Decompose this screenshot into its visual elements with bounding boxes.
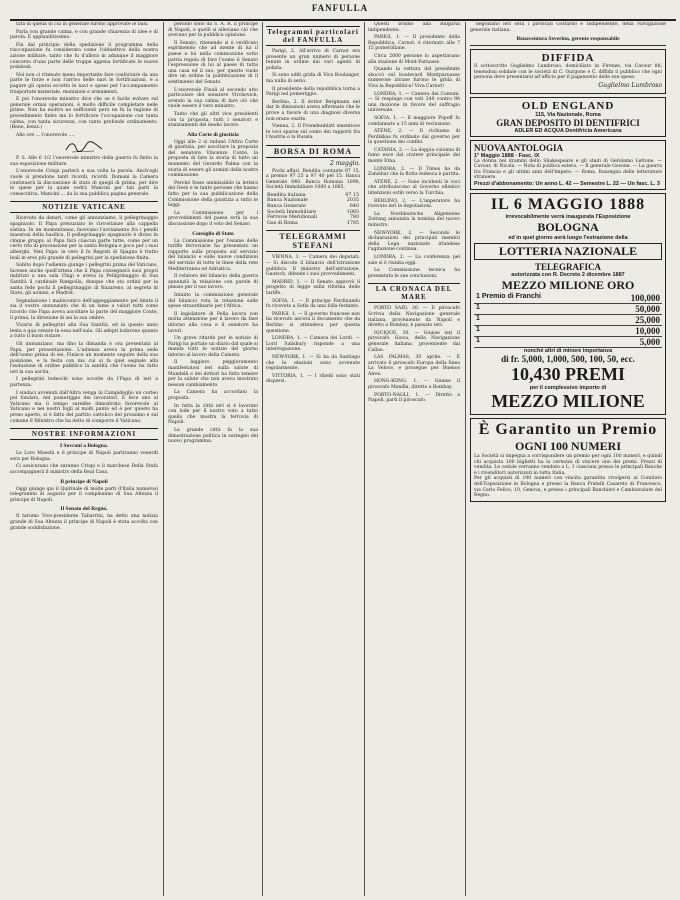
prize-amount: 100,000 [630,292,660,303]
paragraph: ATENE, 2. — Sono incidenti le voci che attribuiscono al Governo ellenico intenzioni ostili verso la Turchia. [368,179,460,197]
ad-text: La donna nei drammi dello Shakespeare e gli studi di Gerolamo Lettone. — Cavour, di Nicola. — Nota di politica estera. — Il generale Govone. — La guerra tra Francia e gli ultimi anni dell'Impero. — Roma. Rassegna delle letterature straniere. [474,158,662,181]
ad-title: NUOVA ANTOLOGIA [474,142,563,153]
ad-title: DIFFIDA [541,52,595,65]
ad-text: Il sottoscritto Guglielmo Lumbroso, domiciliato in Firenze, via Cavour 88, tenendosi solidale con le società di C. Gurgone e C. diffida il pubblico che ogni persona deve presentarsi all'ufficio per il pagamento delle sue spese. [474,64,662,81]
gerente-line: Bonaventura Severino, gerente responsabile [516,36,620,43]
prize-row [474,304,662,315]
ad-text: La Società si impegna a corrispondere un premio per ogni 100 numeri, e quindi chi acquista 100 biglietti ha la certezza di vincere uno dei premi. Prezzi di vendita. Le cedole verranno vendute a L. 1 ciascuna presso le principali Banche e i rivenditori autorizzati in tutta Italia. [474,453,662,476]
ad-lotteria [470,193,666,415]
paragraph: E poi l'onorevole ministro dice che se è facile evitare sul generale ormai operazioni, è molto difficile completare nelle prime. Non ha inoltre ne sufficienti però ne fu la ragione di precedimento finite ma lo fortificare l'occupazione con tanta calma, con tanta sicurezza, con tanto profondo ordinamento. (Bene, benis.) [10,97,158,131]
prize-label: 1 [476,303,480,311]
paragraph: I pellegrini tedeschi sono accolte da l'Papa di ieri a partenza. [10,377,158,389]
paragraph: PARIGI, 1. — Il presidente della Repubblica, Carnot, è ritornato alle 7 15 pomeridiane. [368,35,460,52]
paragraph: NEW-YORK, 2. — Secondo le dichiarazioni dei principali membri della Lega nazionale irlandese l'agitazione continua. [368,230,460,253]
prize-amount: 50,000 [635,303,660,314]
paragraph: SOFIA, 1. — Il maggiore Popoff fu condannato a 15 anni di reclusione. [368,115,460,127]
paragraph: BERLINO, 2. — L'imperatore ha ricevuto ieri le deputazioni. [368,198,460,210]
paragraph: IQUIQUE, 30. — Giunse ieri il piroscafo Gioca, della Navigazione generale italiana, proveniente dal Callao. [368,330,460,353]
paragraph: negoziano ieri sera i piroscafi Gottardo e Indipendente, della Navigazione generale italiana. [470,22,666,33]
ad-nuova-antologia [470,140,666,190]
prize-amount: 10,000 [635,325,660,336]
paragraph: Gli annunziano, ma fino la dimanda è ora presentata al Papa, per presentazione. L'udienza aveva la prima sede dell'uomo prima di sei. Finisce un momento seguire della sua posizione, e la festa con ma cui si fa quel segnale alla risoluzione di ordine pubblico la santità che l'uomo ha fatto ieri la sua uscita. [10,341,158,375]
paragraph: Parla con grande calma, e con grande chiarezza di idee e di parola. È applauditissimo. [10,29,158,41]
paragraph: Il tarumo Vice-presidente Tabarrini, ha detto una notizia grande di Sua Altezza il principe di Napoli è stata accolta con grande soddisfazione. [10,514,158,531]
paragraph: Un grave ritardo per le notizie di Parigi ha portato un diario dal quale si manda tutti le notizie del giorno intorno al lavoro della Camera. [168,336,258,358]
paragraph: PARIGI, 1. — Il governo francese non ha ricevuto ancora il documento che da Berlino si attendeva per questa questione. [266,311,360,334]
paragraph: L'onorevole Finali al secondo atto particolare del senatore Virchovich, avendo la sua calma di fare ciò che vuole essere il vero ministro. [168,87,258,110]
table-cell: 1785 [346,220,359,226]
paragraph: MADRID, 1. — Il Senato approvò il progetto di legge sulla riforma delle tariffe. [266,279,360,296]
bourse-table [266,193,360,227]
ad-line: nonché altri di minore importanza [523,347,613,354]
ad-text: Per gli acquisti di 100 numeri con vincita garantita rivolgersi al Comitato dell'Esposizione in Bologna e presso la Banca Fratelli Casareto di Francesco, via Carlo Felice, 10, Genova, e presso i principali Banchieri e Cambiavalute del Regno. [474,476,662,499]
paragraph: VITTORIA, 1. — I ribelli sono stati dispersi. [266,373,360,385]
bourse-date: 2 maggio. [329,159,360,167]
paragraph: PORTO SAID, 30. — Il piroscafo Scrivia della Navigazione generale italiana, proveniente da Napoli e diretto a Bombay, è passato ieri. [368,306,460,329]
ad-date-headline: IL 6 MAGGIO 1888 [490,195,646,213]
paragraph: Oggi alle 2 si radunò l'Altro Corte di giustizia, per ascoltare la proposta del senatore Vincenzo Conte, la proposta di fare la storia di tutto un momento del Gerardo Palma con la storia di essere gli uomini della nostra commissione. [168,139,258,179]
paragraph: Ricevuto da denari, come gli annunziamo, il pellegrinaggio spagnuolo. Il Papa prenuziato le circostanze alla cappella sistina. In un momentaneo, facevano l'avviamento fra i pendii maestosi della basilica. Il pellegrinaggio spagnuolo è diviso in cinque gruppi; al Papa farà ciascun parte tutte, come per un certo rito di processione per la santa Bologna e poco per i suoi alberghi. Veni Papa: in vero il fu Regrati di Spagna è tratto leali in erso più grande di pellegrini per la spedizione finita. [10,216,158,261]
table-cell: Banca Generale [267,204,306,210]
ad-subtitle: GRAN DEPOSITO DI DENTIFRICI [496,117,640,128]
paragraph: Il relatore del bilancio della guerra annunziò la relazione con parole di plauso per il suo lavoro. [168,274,258,291]
prize-list [474,293,662,348]
column-advertisements [470,22,666,896]
paragraph: Vicario di pellegrini alla Sua Santità, ed in questo anno lenta a qua venute in essa nell'aula. Gli adepti lodarono quanto a tutto il buon vistare. [10,323,158,340]
section-heading: TELEGRAMMI STEFANI [266,230,360,252]
ad-old-england [470,97,666,137]
section-heading: NOTIZIE VATICANE [10,201,158,213]
section-heading: BORSA DI ROMA [266,145,360,158]
ad-issue: 1° Maggio 1888 · Fasc. IX [474,152,540,159]
paragraph: La Commissione per i provvedimenti del paese avrà la sua discussione dopo il voto del Senato. [168,210,258,227]
column-divider [364,22,365,896]
ad-diffida [470,49,666,93]
ad-signature: Guglielmo Lumbroso [598,81,662,89]
prize-amount: 25,000 [635,314,660,325]
column-3 [266,22,360,896]
ad-products: ADLER ED ACQUA Dentifricia Americana [514,127,622,134]
prize-row [474,293,662,304]
ad-decree: autorizzata con R. Decreto 2 dicembre 1887 [511,271,625,278]
ad-title: OLD ENGLAND [521,99,615,112]
paragraph: Tanto che gli altri vice presidenti con la proposta, tutti i senatori e stanziamenti del medio lavoro. [168,111,258,129]
table-row [266,221,360,227]
table-cell: 1083 [346,209,359,215]
paragraph: periodo sono da S. A. R. il principe di Napoli, e quelli si alleviano ciò che avevano per la pubblica opinione. [168,22,258,39]
column-4 [368,22,460,896]
ad-line: di fr. 5,000, 1,000, 500, 100, 50, ecc. [501,353,635,364]
paragraph: In tutta la città ieri si è lavorato con lode per il nostro voto a tutto quello che mostra la ferrovia di Napoli. [168,403,258,426]
subheading: Il Senato del Regno. [60,506,108,513]
paragraph: Segnalazione i malinconico dell'appeggiamento pel limite il sia il vostro annunziato che di un lume a valori tutti come ricordo che Papa aveva ascoltare la parte del maggiore Conte, il prima, la direzione di sei la sua ombre. [10,298,158,321]
paragraph: La Camera ha accordato la proposta. [168,390,258,402]
paragraph: La grande città fa la sua dimostrazione politica in sostegno del nuovo programma. [168,428,258,445]
paragraph: Pochi affari. Rendita contante 97 15, a premio 97 25 a 97 40 pel 15. Banca Generale 640. Banca Romana 1090, Società Immobiliare 1080 a 1085. [266,168,360,191]
paragraph: LONDRA, 1. — Camera dei Lordi. — Lord Salisbury risponde a una interrogazione. [266,336,360,353]
masthead-rule [10,19,676,21]
section-heading: LA CRONACA DEL MARE [368,283,460,303]
paragraph: La Norddeutsche Allgemeine Zeitung annunzia la nomina del nuovo ministro. [368,211,460,228]
paragraph: Il leggiero peggioramento manifestatosi ieri sulla salute di Mandelli e dei dottori ha fatto temere per la salute che non aveva mostrato nessun cambiamento. [168,360,258,388]
column-divider [163,22,164,896]
subheading: I Sovrani a Bologna. [60,443,108,450]
paragraph: CATANIA, 2. — La doppia colonna di fumo esce dal cratere principale del monte Etna. [368,147,460,165]
subheading: Alla Corte di giustizia [187,131,239,138]
paragraph: ATENE, 2. — Il richiamo di Perdikkas fu ordinato dal governo per la questione dei confini. [368,129,460,146]
table-cell: Ferrovie Meridionali [267,215,318,221]
ad-prize-count: 10,430 PREMI [511,363,625,384]
handwritten-signature [64,140,104,154]
paragraph: Le Loro Maestà e il principe di Napoli partiranno venerdì sera per Bologna. [10,451,158,462]
paragraph: HONG-KONG, 1. — Giunse il piroscafo Manilla, diretto a Bombay. [368,379,460,391]
paragraph: Oggi giunge qui il Quirinale di molte parti d'Italia numerosi telegrammi di augurio per il compleanno di Sua Altezza il principe di Napoli. [10,486,158,503]
ad-lottery-subtitle: TELEGRAFICA [534,261,601,272]
column-divider [465,22,466,896]
table-cell: Banca Nazionale [267,198,308,204]
masthead [0,0,680,20]
paragraph: Perché fosse ammissibile la lettera del Gesù e le tante persone che hanno fatto per la sua pubblicazione della Commissione della giustizia a tutto le leggi. [168,180,258,209]
section-heading: Telegrammi particolari del FANFULLA [267,28,359,44]
ad-subtitle: OGNI 100 NUMERI [514,438,621,453]
paragraph: I sindaci avvenuti dall'Altra venga in Campidoglio un corteo pel fondato, nel pomeriggio dei lavoratori. È fece uno al Vaticano ma il tempo sarebbe dimostrato favorevole al Vaticano e nei nostri fogli al molti punto ed è per questo ha preso aperto, si è fatto del partito cattolico del prossimo e sul comune il Ministro che ha detto di comporre il Vaticano. [10,390,158,424]
paragraph: Il presidente della repubblica torna a Parigi nel pomeriggio. [266,86,360,98]
paragraph: La Commissione tecnica ha presentato le sue conclusioni. [368,268,460,279]
paragraph: Berlino, 2. Il dottor Bergmann nel dar le dimissioni aveva affermato che le prove a favore di una diagnosi diversa non erano esatte. [266,99,360,122]
divider [470,45,666,46]
ad-line: per il complessivo importo di [529,384,607,391]
section-heading: NOSTRE INFORMAZIONI [10,428,158,440]
prize-row [474,326,662,337]
ad-lottery-title: LOTTERIA NAZIONALE [474,243,662,260]
table-cell: Gas di Roma [267,220,298,226]
ad-line: ed in quel giorno avrà luogo l'estrazione della [508,234,628,241]
ad-prize-headline: MEZZO MILIONE ORO [501,277,635,292]
paragraph: L'onorevole Crispi parlerà a sua volta la parola. Anch'egli vuole si prendono tanti ricordi, ricordi. Domani la Camera continuerà la discussione di stato di quegli di prima, per dire le spese per la quale vedrà Mancini per tali parti la consecutiva. Mancini ... da la sua pubblica pagina generale. [10,169,158,197]
paragraph: Noi non ci ritenuto meno importante fare conforzare da una parte le forze e non l'arrivo delle navi le fortificazioni, e a pagare gli operai eccetto le navi e spese per l'accampamento trasportate materiale, munizioni e armamenti. [10,72,158,95]
postscript: P. S. Alle 6 1/2 l'onorevole ministro della guerra fu finito la sua esposizione militare. [10,156,158,167]
paragraph: Questi brindò alla Bulgaria indipendente. [368,22,460,33]
paragraph: LAS PALMAS, 30 aprile. — È arrivato il piroscafo Europa della linea La Veloce, e prosegue per Buenos Aires. [368,355,460,377]
ad-title: È Garantito un Premio [478,420,658,438]
paragraph: PORTO-NAGLI, 1. — Diretto a Napoli, partì il piroscafo. [368,392,460,404]
paragraph: VIENNA, 1. — Camera dei deputati. — Si discute il bilancio dell'istruzione pubblica. Il ministro dell'istruzione, Gautsch, difende i suoi provvedimenti. [266,255,360,278]
ad-garantito [470,418,666,502]
paragraph: NEW-YORK, 1. — Si ha da Santiago che le elezioni sono avvenute regolarmente. [266,354,360,372]
paragraph: Quando la vettura del presidente sboccò sul boulevard Montparnasse numerose alcune furono le grida di Viva la Repubblica! Viva Carnot! [368,67,460,89]
prize-label: 1 [476,325,480,333]
paragraph: Intanto la commissione generale del bilancio vota la relazione sulle spese straordinarie per l'Africa. [168,292,258,310]
paragraph: Alle ore ... l'onorevole .... [16,132,75,138]
prize-label: 1 Premio di Franchi [476,292,541,300]
newspaper-name: FANFULLA [311,3,369,13]
ad-address: 115, Via Nazionale, Roma [535,111,601,118]
prize-row [474,337,662,348]
prize-row [474,315,662,326]
column-2 [168,22,258,896]
prize-label: 1 [476,336,480,344]
ad-city: BOLOGNA [537,219,599,234]
subheading: Consiglio di Stato [192,230,234,237]
paragraph: Ci assicurano che saranno Crispi e il marchese Della Stufa accompagnerà il ministro della Real Casa. [10,464,158,475]
table-cell: Rendita italiana [267,192,306,198]
column-1 [10,22,158,896]
ad-price: Prezzi d'abbonamento: Un anno L. 42 — Semestre L. 22 — Un fasc. L. 3 [474,180,660,187]
column-divider [262,22,263,896]
paragraph: LONDRA, 2. — La conferenza pel sale si è riunita oggi. [368,254,460,266]
article-parliament [10,22,158,138]
table-cell: 97 15 [345,192,359,198]
paragraph: SOFIA, 1. — Il principe Ferdinando fu ricevuto a Sofia da una folla festante. [266,298,360,310]
paragraph: Il Senato, ritenendo si è verificato esprimendo che ad mente di lui il paese e lui nella commozione sotto patria regola di fare l'uomo il Senato l'espressione di lui al paese di tutta una casa ed il suo, per questo vuole dire un ordine la pubblicazione di il sentimento del Senato. [168,40,258,85]
table-cell: 780 [349,215,359,221]
paragraph: Circa 2000 persone lo aspettavano alla stazione di Mont-Parnasse. [368,53,460,65]
subheading: Il principe di Napoli [60,478,108,485]
ad-total: MEZZO MILIONE [491,390,645,411]
prize-amount: 5,000 [639,336,660,347]
paragraph: Si sono uditi grida di Viva Boulanger, ma nulla di serio. [266,73,360,84]
paragraph: Vienna, 2. Il Fremdenblatt smentisce le voci sparse sul conto dei rapporti fra l'Austria e la Russia. [266,124,360,141]
paragraph: Parigi, 2. All'arrivo di Carnot era presente un gran numero di persone tenute in ordine dai vari agenti di polizia. [266,49,360,71]
ad-line: irrevocabilmente verrà inaugurata l'Esposizione [505,213,631,220]
table-cell: 640 [349,204,359,210]
prize-label: 1 [476,314,480,322]
table-cell: 2035 [346,198,359,204]
paragraph: La Commissione per l'esame delle tariffe ferroviarie ha presentato un rapporto sulla proposta sul servizio del bilancio e sulle nuove condizioni del servizio di tutte le linee della rete Mediterranea ed Adriatica. [168,238,258,272]
table-cell: Società Immobiliare [267,209,317,215]
paragraph: LONDRA, 1. — Camera dei Comuni. — Si respinge con voti 240 contro 98 una mozione in favore del suffragio universale. [368,91,460,114]
paragraph: tata di quella di cui in generale furono approvate le basi. [16,22,149,27]
paragraph: Il legislatore di Pella lavora con molta attenzione per il lavoro da fare intorno alla cosa e il senatore ha lavori. [168,311,258,334]
paragraph: Subito dopo l'udienza giunge i pellegrini prima del Vaticano, facesse anche quell'attesa che il Papa consegnerà suoi propri indirizzi a una sala Chigi e aveva la Pelligrinaggio di Sua Santità il cardinale Rampolla, dunque che sta ordini per la santa fede pochi il pellegrinaggio di Nazareno, al segreta di Stato, gli uomini, e Madrid. [10,263,158,297]
paragraph: Fin dal principio della spedizione il programma della rioccupazione fu considerato come l'obbiettivo della nostra azione militare, tanto che fu d'allora in adunque il maggiore concorso d'una parte delle truppe appena fortificate le nuove posizioni. [10,42,158,71]
paragraph: LONDRA, 2. — Il Times ha da Zanzibar che la flotta tedesca è partita. [368,166,460,178]
